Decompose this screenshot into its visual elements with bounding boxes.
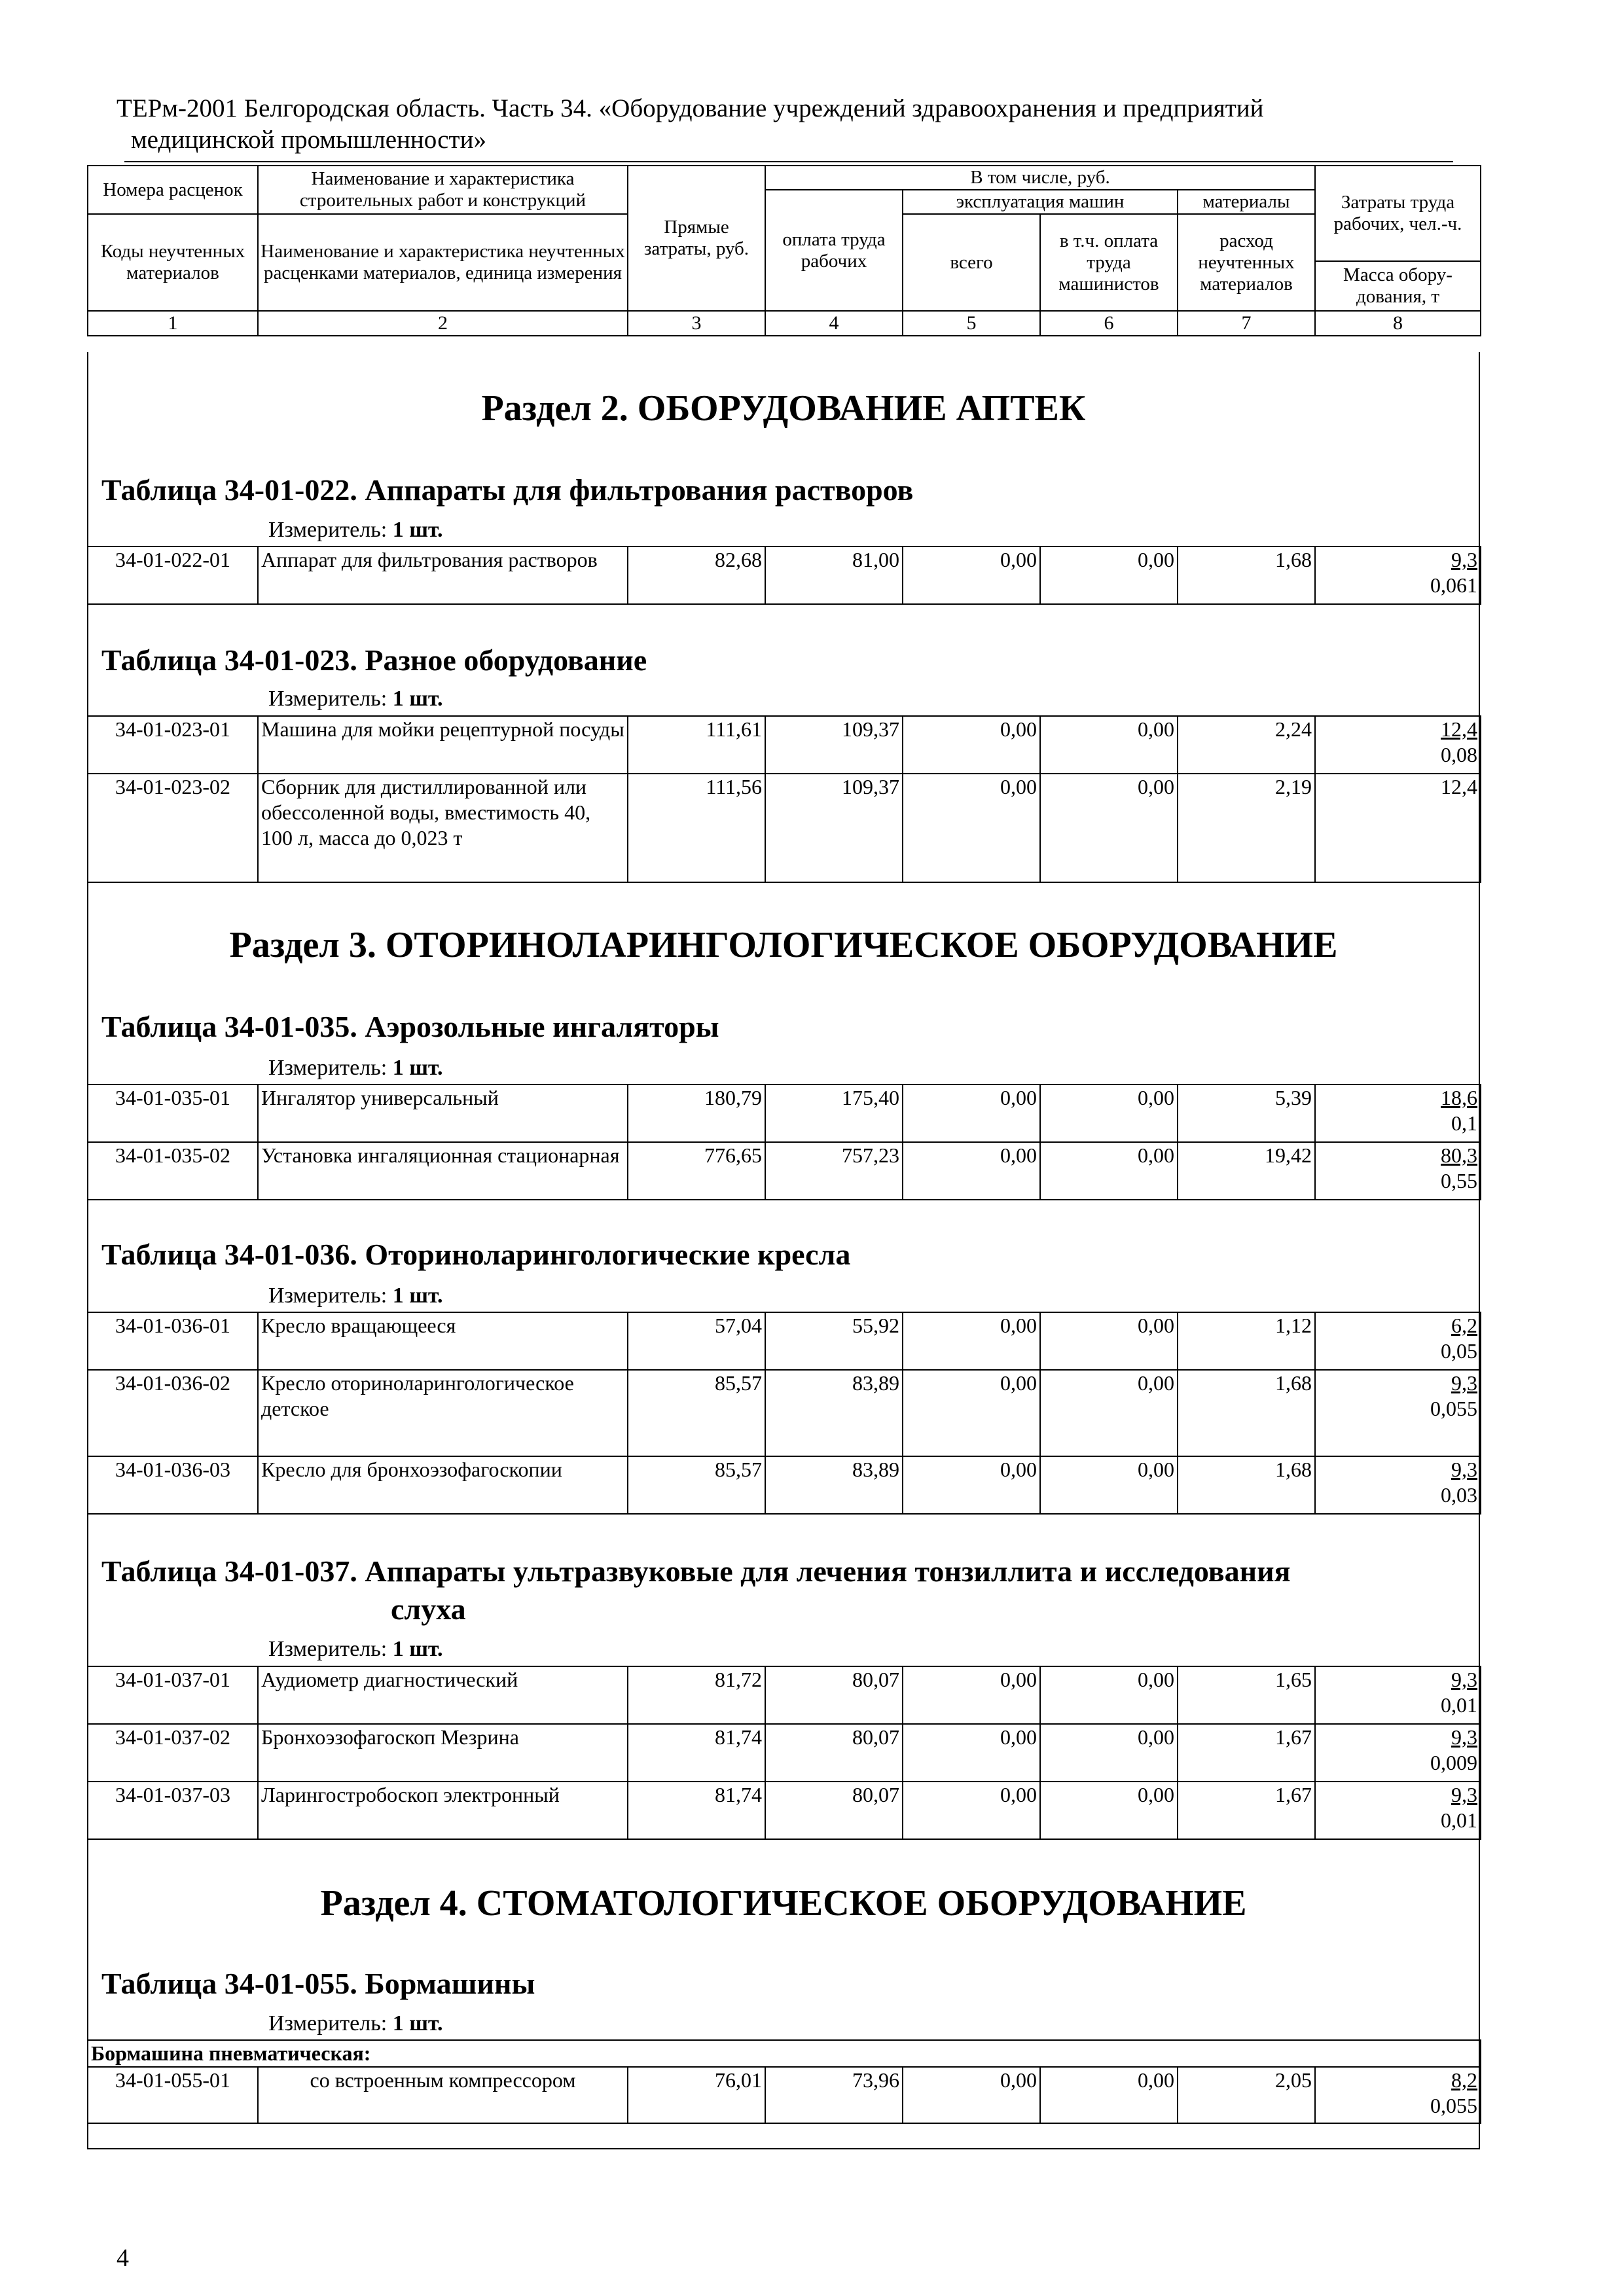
mass-value: 0,055	[1430, 2094, 1478, 2117]
machines-total: 0,00	[903, 1724, 1040, 1782]
rates-table-023	[87, 715, 1481, 883]
mass-value: 0,061	[1430, 573, 1477, 597]
labor-value: 9,3	[1451, 548, 1477, 571]
col-number: 7	[1178, 311, 1315, 336]
rate-name: Аудиометр диагностический	[258, 1666, 628, 1724]
rate-code: 34-01-036-03	[88, 1456, 258, 1514]
materials: 1,65	[1178, 1666, 1315, 1724]
labor-mass-cell	[1315, 1782, 1481, 1839]
machines-total: 0,00	[903, 1370, 1040, 1456]
labor-value: 80,3	[1441, 1143, 1477, 1167]
rate-code: 34-01-037-02	[88, 1724, 258, 1782]
col-header-machines: эксплуатация машин	[903, 190, 1178, 214]
labor-mass-cell	[1315, 774, 1481, 882]
mass-value: 0,01	[1441, 1693, 1477, 1717]
labor-value: 18,6	[1441, 1086, 1477, 1109]
labor-value: 6,2	[1451, 1314, 1477, 1337]
machines-total: 0,00	[903, 547, 1040, 604]
machines-total: 0,00	[903, 2067, 1040, 2123]
wages: 83,89	[765, 1370, 903, 1456]
mass-value: 0,08	[1441, 743, 1477, 766]
rates-table-037	[87, 1666, 1481, 1840]
wages: 81,00	[765, 547, 903, 604]
col-header-mass: Масса обору-дования, т	[1315, 261, 1481, 311]
rate-code: 34-01-035-01	[88, 1085, 258, 1142]
materials: 1,67	[1178, 1782, 1315, 1839]
machines-total: 0,00	[903, 774, 1040, 882]
materials: 2,19	[1178, 774, 1315, 882]
col-number: 1	[88, 311, 258, 336]
materials: 2,05	[1178, 2067, 1315, 2123]
direct-costs: 82,68	[628, 547, 765, 604]
labor-value: 9,3	[1451, 1371, 1477, 1395]
measure-unit: Измеритель: 1 шт.	[268, 1637, 443, 1661]
table-subheading: Бормашина пневматическая:	[88, 2040, 1481, 2067]
direct-costs: 180,79	[628, 1085, 765, 1142]
labor-mass-cell	[1315, 547, 1481, 604]
machinists-wages: 0,00	[1040, 1456, 1178, 1514]
rate-code: 34-01-037-01	[88, 1666, 258, 1724]
direct-costs: 776,65	[628, 1142, 765, 1200]
table-title-036: Таблица 34-01-036. Оториноларингологические кресла	[101, 1238, 851, 1271]
wages: 80,07	[765, 1666, 903, 1724]
wages: 80,07	[765, 1782, 903, 1839]
machinists-wages: 0,00	[1040, 1370, 1178, 1456]
header-rule	[124, 161, 1453, 162]
table-row	[88, 1782, 1481, 1839]
table-row	[88, 1456, 1481, 1514]
labor-mass-cell	[1315, 716, 1481, 774]
table-title-037-line1: Таблица 34-01-037. Аппараты ультразвуковые для лечения тонзиллита и исследования	[101, 1554, 1291, 1588]
machinists-wages: 0,00	[1040, 774, 1178, 882]
table-row	[88, 1312, 1481, 1370]
rate-name: Кресло оториноларингологическое детское	[258, 1370, 628, 1456]
col-number: 6	[1040, 311, 1178, 336]
rate-name: Сборник для дистиллированной или обессоленной воды, вместимость 40, 100 л, масса до 0,023 т	[258, 774, 628, 882]
materials: 1,68	[1178, 547, 1315, 604]
document-header-line1: ТЕРм-2001 Белгородская область. Часть 34. «Оборудование учреждений здравоохранения и предприятий	[117, 94, 1264, 122]
wages: 757,23	[765, 1142, 903, 1200]
materials: 1,68	[1178, 1370, 1315, 1456]
mass-value: 0,05	[1441, 1339, 1477, 1363]
measure-unit: Измеритель: 1 шт.	[268, 1283, 443, 1308]
table-row	[88, 547, 1481, 604]
machinists-wages: 0,00	[1040, 2067, 1178, 2123]
col-header-machines-total: всего	[903, 214, 1040, 311]
direct-costs: 57,04	[628, 1312, 765, 1370]
mass-value: 0,055	[1430, 1397, 1477, 1420]
rate-name: со встроенным компрессором	[258, 2067, 628, 2123]
col-header-unaccounted-materials: расход неучтенных материалов	[1178, 214, 1315, 311]
direct-costs: 85,57	[628, 1370, 765, 1456]
direct-costs: 81,72	[628, 1666, 765, 1724]
labor-mass-cell	[1315, 1456, 1481, 1514]
machinists-wages: 0,00	[1040, 1312, 1178, 1370]
rates-table-022	[87, 546, 1481, 605]
machinists-wages: 0,00	[1040, 1666, 1178, 1724]
labor-mass-cell	[1315, 1666, 1481, 1724]
table-row	[88, 1142, 1481, 1200]
machinists-wages: 0,00	[1040, 716, 1178, 774]
materials: 19,42	[1178, 1142, 1315, 1200]
direct-costs: 111,61	[628, 716, 765, 774]
col-number: 5	[903, 311, 1040, 336]
machinists-wages: 0,00	[1040, 1142, 1178, 1200]
rates-table-035	[87, 1084, 1481, 1200]
table-row	[88, 774, 1481, 882]
labor-value: 12,4	[1441, 717, 1477, 741]
materials: 5,39	[1178, 1085, 1315, 1142]
wages: 109,37	[765, 774, 903, 882]
labor-value: 9,3	[1451, 1668, 1477, 1691]
column-header-table	[87, 165, 1481, 336]
col-header-labor: Затраты труда рабочих, чел.-ч.	[1315, 166, 1481, 261]
labor-mass-cell	[1315, 2067, 1481, 2123]
measure-unit: Измеритель: 1 шт.	[268, 1056, 443, 1080]
measure-unit: Измеритель: 1 шт.	[268, 2011, 443, 2036]
direct-costs: 81,74	[628, 1724, 765, 1782]
rate-name: Кресло вращающееся	[258, 1312, 628, 1370]
page-number: 4	[117, 2244, 129, 2272]
rate-name: Кресло для бронхоэзофагоскопии	[258, 1456, 628, 1514]
rate-code: 34-01-055-01	[88, 2067, 258, 2123]
table-title-055: Таблица 34-01-055. Бормашины	[101, 1967, 535, 2000]
direct-costs: 76,01	[628, 2067, 765, 2123]
mass-value: 0,03	[1441, 1483, 1477, 1507]
section-title-2: Раздел 2. ОБОРУДОВАНИЕ АПТЕК	[481, 388, 1086, 429]
col-header-rate-numbers: Номера расценок	[88, 166, 258, 214]
rate-name: Машина для мойки рецептурной посуды	[258, 716, 628, 774]
rate-code: 34-01-022-01	[88, 547, 258, 604]
rate-code: 34-01-037-03	[88, 1782, 258, 1839]
wages: 73,96	[765, 2067, 903, 2123]
table-row	[88, 2067, 1481, 2123]
labor-value: 12,4	[1441, 775, 1477, 798]
machinists-wages: 0,00	[1040, 1724, 1178, 1782]
rate-name: Бронхоэзофагоскоп Мезрина	[258, 1724, 628, 1782]
machines-total: 0,00	[903, 1085, 1040, 1142]
machinists-wages: 0,00	[1040, 547, 1178, 604]
measure-unit: Измеритель: 1 шт.	[268, 518, 443, 542]
rate-name: Аппарат для фильтрования растворов	[258, 547, 628, 604]
labor-value: 8,2	[1451, 2068, 1478, 2092]
table-row	[88, 716, 1481, 774]
rates-table-036	[87, 1312, 1481, 1515]
machines-total: 0,00	[903, 1142, 1040, 1200]
mass-value: 0,009	[1430, 1751, 1477, 1774]
col-header-work-name: Наименование и характеристика строительных работ и конструкций	[258, 166, 628, 214]
table-row	[88, 1724, 1481, 1782]
rate-code: 34-01-035-02	[88, 1142, 258, 1200]
machines-total: 0,00	[903, 1312, 1040, 1370]
table-title-023: Таблица 34-01-023. Разное оборудование	[101, 643, 647, 677]
rate-code: 34-01-023-02	[88, 774, 258, 882]
machines-total: 0,00	[903, 1666, 1040, 1724]
table-title-037	[101, 1552, 1470, 1628]
rate-code: 34-01-036-02	[88, 1370, 258, 1456]
section-title-4: Раздел 4. СТОМАТОЛОГИЧЕСКОЕ ОБОРУДОВАНИЕ	[320, 1883, 1247, 1924]
materials: 1,12	[1178, 1312, 1315, 1370]
measure-unit: Измеритель: 1 шт.	[268, 687, 443, 711]
direct-costs: 81,74	[628, 1782, 765, 1839]
labor-mass-cell	[1315, 1724, 1481, 1782]
materials: 1,67	[1178, 1724, 1315, 1782]
labor-mass-cell	[1315, 1085, 1481, 1142]
rate-name: Ларингостробоскоп электронный	[258, 1782, 628, 1839]
machines-total: 0,00	[903, 1782, 1040, 1839]
wages: 83,89	[765, 1456, 903, 1514]
table-title-037-line2: слуха	[391, 1592, 466, 1626]
col-number: 4	[765, 311, 903, 336]
table-subheading-row	[88, 2040, 1481, 2067]
rate-name: Ингалятор универсальный	[258, 1085, 628, 1142]
mass-value: 0,01	[1441, 1808, 1477, 1832]
wages: 55,92	[765, 1312, 903, 1370]
mass-value: 0,55	[1441, 1169, 1477, 1193]
rate-name: Установка ингаляционная стационарная	[258, 1142, 628, 1200]
table-row	[88, 1666, 1481, 1724]
wages: 109,37	[765, 716, 903, 774]
labor-value: 9,3	[1451, 1458, 1477, 1481]
table-title-035: Таблица 34-01-035. Аэрозольные ингаляторы	[101, 1010, 719, 1043]
table-row	[88, 1085, 1481, 1142]
direct-costs: 85,57	[628, 1456, 765, 1514]
wages: 175,40	[765, 1085, 903, 1142]
rate-code: 34-01-023-01	[88, 716, 258, 774]
col-header-machinists-wages: в т.ч. оплата труда машинистов	[1040, 214, 1178, 311]
col-number: 2	[258, 311, 628, 336]
col-header-materials: материалы	[1178, 190, 1315, 214]
section-title-3: Раздел 3. ОТОРИНОЛАРИНГОЛОГИЧЕСКОЕ ОБОРУДОВАНИЕ	[229, 925, 1338, 965]
labor-value: 9,3	[1451, 1783, 1477, 1806]
col-header-direct-costs: Прямые затраты, руб.	[628, 166, 765, 311]
col-number: 8	[1315, 311, 1481, 336]
document-header	[117, 93, 1458, 156]
col-header-wages: оплата труда рабочих	[765, 190, 903, 311]
rate-code: 34-01-036-01	[88, 1312, 258, 1370]
labor-mass-cell	[1315, 1370, 1481, 1456]
machinists-wages: 0,00	[1040, 1782, 1178, 1839]
mass-value: 0,1	[1451, 1111, 1477, 1135]
col-header-material-codes: Коды неучтенных материалов	[88, 214, 258, 311]
direct-costs: 111,56	[628, 774, 765, 882]
wages: 80,07	[765, 1724, 903, 1782]
materials: 2,24	[1178, 716, 1315, 774]
labor-mass-cell	[1315, 1312, 1481, 1370]
machines-total: 0,00	[903, 716, 1040, 774]
col-header-including: В том числе, руб.	[765, 166, 1315, 190]
labor-mass-cell	[1315, 1142, 1481, 1200]
table-title-022: Таблица 34-01-022. Аппараты для фильтрования растворов	[101, 473, 914, 507]
col-header-material-names: Наименование и характеристика неучтенных расценками материалов, единица измерения	[258, 214, 628, 311]
table-row	[88, 1370, 1481, 1456]
machines-total: 0,00	[903, 1456, 1040, 1514]
labor-value: 9,3	[1451, 1725, 1477, 1749]
machinists-wages: 0,00	[1040, 1085, 1178, 1142]
document-header-line2: медицинской промышленности»	[131, 126, 486, 154]
rates-table-055	[87, 2039, 1481, 2124]
col-number: 3	[628, 311, 765, 336]
materials: 1,68	[1178, 1456, 1315, 1514]
